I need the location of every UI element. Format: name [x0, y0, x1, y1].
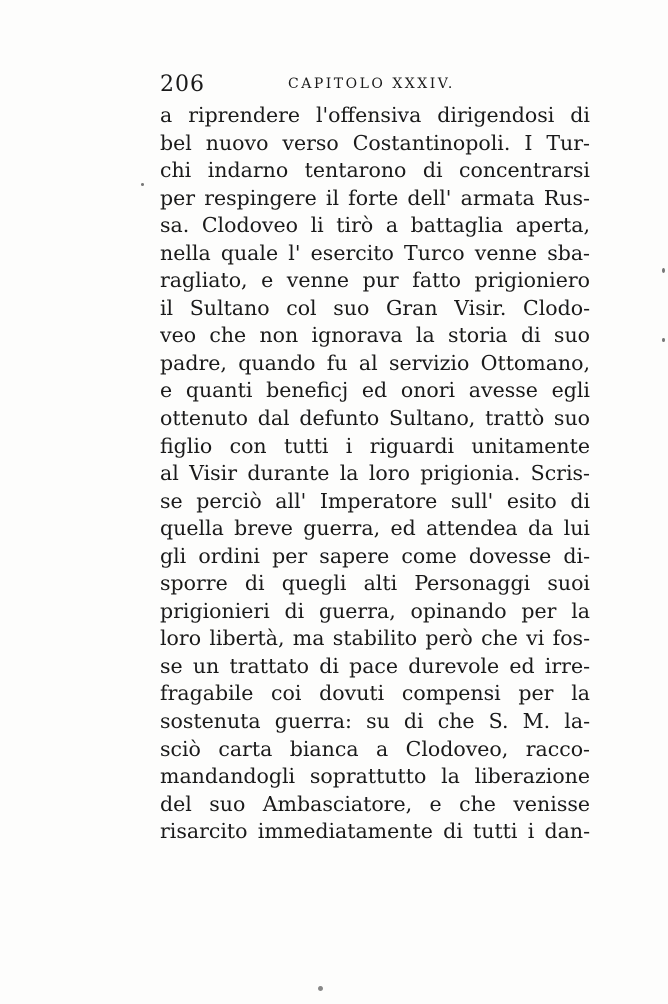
text-line: gli ordini per sapere come dovesse di- — [160, 543, 590, 568]
text-line: padre, quando fu al servizio Ottomano, — [160, 350, 590, 375]
text-line: chi indarno tentarono di concentrarsi — [160, 158, 590, 183]
text-line: sa. Clodoveo li tirò a battaglia aperta, — [160, 213, 590, 238]
text-line: del suo Ambasciatore, e che venisse — [160, 791, 590, 816]
ink-speck — [141, 183, 144, 186]
text-line: mandandogli soprattutto la liberazione — [160, 764, 590, 789]
text-line: sciò carta bianca a Clodoveo, racco- — [160, 736, 590, 761]
text-line: sostenuta guerra: su di che S. M. la- — [160, 709, 590, 734]
text-line: risarcito immediatamente di tutti i dan- — [160, 819, 590, 844]
page-number: 206 — [160, 72, 205, 97]
text-line: se un trattato di pace durevole ed irre- — [160, 653, 590, 678]
ink-speck — [662, 338, 665, 342]
text-line: loro libertà, ma stabilito però che vi fos- — [160, 626, 590, 651]
text-line: veo che non ignorava la storia di suo — [160, 323, 590, 348]
text-line: ottenuto dal defunto Sultano, trattò suo — [160, 406, 590, 431]
text-line: se perciò all' Imperatore sull' esito di — [160, 488, 590, 513]
text-line: a riprendere l'offensiva dirigendosi di — [160, 103, 590, 127]
ink-speck — [318, 986, 323, 991]
text-line: figlio con tutti i riguardi unitamente — [160, 433, 590, 458]
text-line: sporre di quegli alti Personaggi suoi — [160, 571, 590, 596]
text-line: quella breve guerra, ed attendea da lui — [160, 516, 590, 541]
text-line: bel nuovo verso Costantinopoli. I Tur- — [160, 130, 590, 155]
running-head: CAPITOLO XXXIV. — [288, 76, 455, 92]
body-text — [160, 102, 590, 846]
page-header — [160, 72, 590, 100]
text-line: al Visir durante la loro prigionia. Scris- — [160, 461, 590, 486]
text-line: e quanti beneficj ed onori avesse egli — [160, 378, 590, 403]
text-line: ragliato, e venne pur fatto prigioniero — [160, 268, 590, 293]
text-line: per respingere il forte dell' armata Rus- — [160, 185, 590, 210]
ink-speck — [662, 268, 665, 273]
text-line: nella quale l' esercito Turco venne sba- — [160, 240, 590, 265]
text-line: prigionieri di guerra, opinando per la — [160, 598, 590, 623]
text-line: fragabile coi dovuti compensi per la — [160, 681, 590, 706]
text-line: il Sultano col suo Gran Visir. Clodo- — [160, 295, 590, 320]
